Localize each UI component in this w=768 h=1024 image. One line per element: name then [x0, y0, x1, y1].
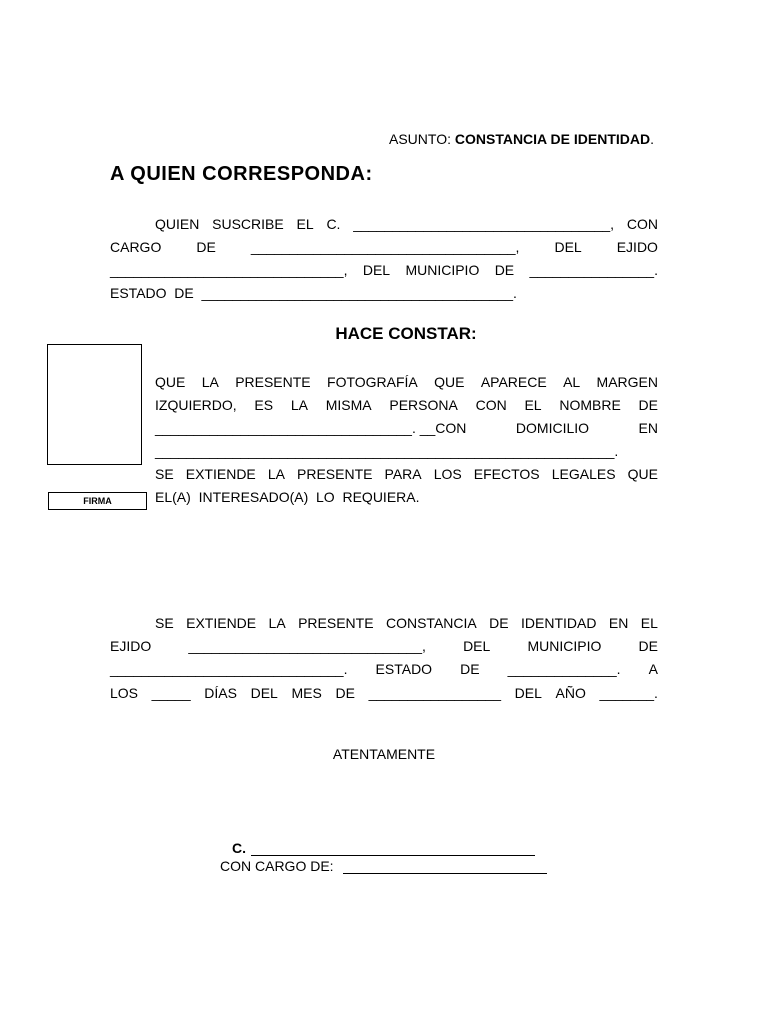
- word: MUNICIPIO: [527, 638, 602, 654]
- word: QUIEN: [155, 216, 200, 232]
- word: EXTIENDE: [185, 466, 256, 482]
- word: ________________.: [529, 262, 658, 278]
- word: MUNICIPIO: [405, 262, 480, 278]
- constar-line-1: [155, 374, 658, 390]
- word: IZQUIERDO,: [155, 397, 237, 413]
- word: CON: [475, 397, 507, 413]
- word: MISMA: [325, 397, 372, 413]
- word: SUSCRIBE: [212, 216, 284, 232]
- word: CON: [626, 216, 658, 232]
- photo-box: [47, 344, 142, 465]
- word: AL: [563, 374, 581, 390]
- word: SE: [155, 615, 174, 631]
- word: LOS: [110, 685, 139, 701]
- word: DE: [460, 661, 480, 677]
- signature-cargo-label: CON CARGO DE:: [220, 858, 334, 874]
- intro-line-3: [110, 262, 658, 278]
- closing-line-2: [110, 638, 658, 654]
- word: PRESENTE: [297, 466, 373, 482]
- word: EN: [638, 420, 658, 436]
- hace-constar-heading: HACE CONSTAR:: [335, 324, 477, 343]
- subject-end: .: [650, 131, 654, 147]
- word: ______________________________,: [110, 262, 348, 278]
- word: EJIDO: [616, 239, 658, 255]
- word: LA: [267, 466, 285, 482]
- word: EFECTOS: [473, 466, 540, 482]
- word: ______________.: [507, 661, 621, 677]
- word: LOS: [433, 466, 462, 482]
- constar-line-6: EL(A) INTERESADO(A) LO REQUIERA.: [155, 489, 420, 505]
- signature-c-label: C.: [232, 840, 246, 856]
- word: QUE: [434, 374, 465, 390]
- word: DEL: [362, 262, 391, 278]
- word: DE: [489, 615, 509, 631]
- signature-cargo-line: [343, 873, 547, 874]
- word: PRESENTE: [235, 374, 311, 390]
- subject-value: CONSTANCIA DE IDENTIDAD: [454, 131, 651, 147]
- word: LA: [268, 615, 286, 631]
- word: ESTADO: [375, 661, 433, 677]
- word: DEL: [250, 685, 278, 701]
- word: PARA: [384, 466, 422, 482]
- word: DE: [638, 397, 658, 413]
- word: A: [648, 661, 658, 677]
- word: LEGALES: [551, 466, 616, 482]
- word: ______________________________.: [110, 661, 348, 677]
- atentamente-text: ATENTAMENTE: [332, 746, 436, 762]
- word: IDENTIDAD: [521, 615, 597, 631]
- constar-line-3: [155, 420, 658, 436]
- word: MARGEN: [596, 374, 658, 390]
- signature-line: [251, 855, 535, 856]
- word: LA: [201, 374, 219, 390]
- intro-line-1: [155, 216, 658, 232]
- word: DE: [196, 239, 216, 255]
- word: SE: [155, 466, 174, 482]
- word: __________________________________,: [250, 239, 520, 255]
- word: _______.: [599, 685, 658, 701]
- word: EJIDO: [110, 638, 152, 654]
- word: PRESENTE: [298, 615, 374, 631]
- word: NOMBRE: [559, 397, 621, 413]
- closing-line-1: [155, 615, 658, 631]
- intro-line-2: [110, 239, 658, 255]
- word: DE: [494, 262, 515, 278]
- word: DE: [638, 638, 658, 654]
- word: DEL: [463, 638, 491, 654]
- word: AÑO: [555, 685, 586, 701]
- word: DOMICILIO: [515, 420, 590, 436]
- word: _________________: [368, 685, 501, 701]
- word: FOTOGRAFÍA: [327, 374, 418, 390]
- word: EL: [640, 615, 658, 631]
- word: ______________________________,: [188, 638, 426, 654]
- word: LA: [290, 397, 308, 413]
- word: DE: [335, 685, 355, 701]
- constar-line-2: [155, 397, 658, 413]
- word: EN: [608, 615, 629, 631]
- closing-line-3: [110, 661, 658, 677]
- word: EL: [524, 397, 542, 413]
- closing-line-4: [110, 685, 658, 701]
- word: DEL: [554, 239, 582, 255]
- intro-line-4: ESTADO DE ________________________________________.: [110, 285, 517, 301]
- subject-line: [389, 131, 654, 147]
- word: CARGO: [110, 239, 162, 255]
- greeting-heading: A QUIEN CORRESPONDA:: [110, 163, 373, 185]
- firma-box: FIRMA: [48, 492, 147, 510]
- word: PERSONA: [389, 397, 458, 413]
- word: _____: [151, 685, 191, 701]
- word: ES: [254, 397, 274, 413]
- word: QUE: [627, 466, 658, 482]
- word: C.: [326, 216, 341, 232]
- word: APARECE: [480, 374, 547, 390]
- word: EL: [296, 216, 314, 232]
- constar-line-4: ___________________________________________________________.: [155, 443, 619, 459]
- word: CONSTANCIA: [385, 615, 477, 631]
- word: DEL: [514, 685, 542, 701]
- word: QUE: [155, 374, 186, 390]
- word: _________________________________. __CON: [155, 420, 467, 436]
- word: _________________________________,: [353, 216, 615, 232]
- word: DÍAS: [204, 685, 237, 701]
- word: MES: [291, 685, 322, 701]
- word: EXTIENDE: [186, 615, 257, 631]
- constar-line-5: [155, 466, 658, 482]
- subject-label: ASUNTO:: [389, 131, 455, 147]
